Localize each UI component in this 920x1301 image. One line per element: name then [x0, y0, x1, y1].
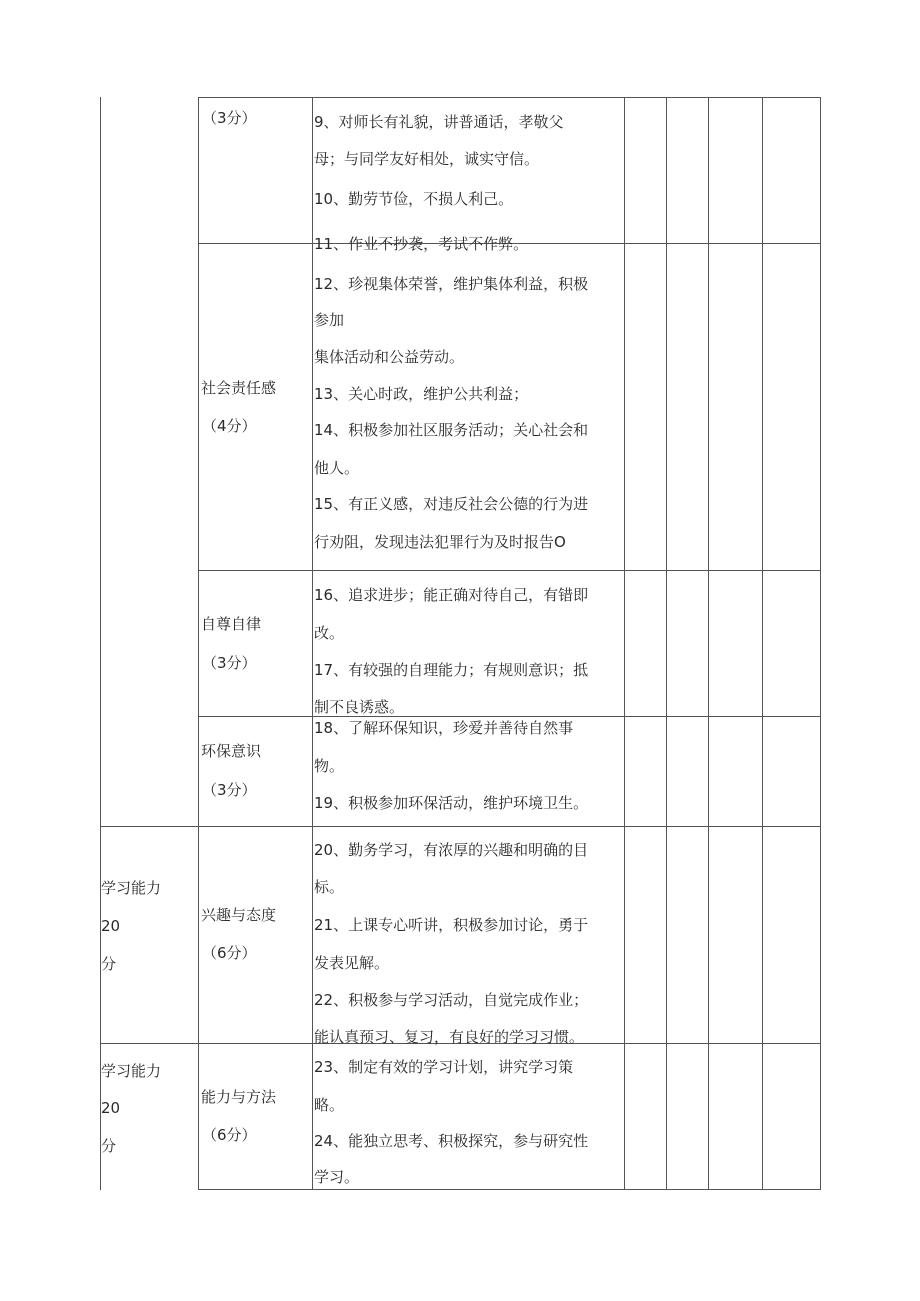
- subcategory-label: 环保意识: [201, 742, 262, 760]
- score-label: （3分）: [202, 654, 257, 672]
- subcategory-label: 社会责任感: [201, 379, 277, 397]
- criteria-line: 能认真预习、复习，有良好的学习习惯。: [314, 1028, 585, 1046]
- criteria-line: 23、制定有效的学习计划，讲究学习策: [314, 1058, 574, 1076]
- subcategory-label: 能力与方法: [201, 1088, 277, 1106]
- criteria-line: 物。: [314, 757, 345, 775]
- criteria-line: 标。: [314, 878, 345, 896]
- criteria-cell: [314, 717, 624, 826]
- category-label: 学习能力: [101, 879, 162, 897]
- category-label: 20: [101, 1099, 121, 1117]
- category-label: 分: [101, 1137, 117, 1155]
- criteria-line: 改。: [314, 624, 345, 642]
- criteria-line: 20、勤务学习，有浓厚的兴趣和明确的目: [314, 841, 589, 859]
- category-label: 分: [101, 955, 117, 973]
- criteria-line: 制不良诱惑。: [314, 698, 405, 716]
- criteria-line: 16、追求进步；能正确对待自己，有错即: [314, 586, 589, 604]
- subcategory-label: 兴趣与态度: [201, 906, 277, 924]
- criteria-line: 19、积极参加环保活动，维护环境卫生。: [314, 794, 589, 812]
- criteria-line: 17、有较强的自理能力；有规则意识；抵: [314, 661, 589, 679]
- criteria-line: 12、珍视集体荣誉，维护集体利益，积极: [314, 275, 589, 293]
- criteria-cell: [314, 98, 624, 253]
- criteria-line: 他人。: [314, 459, 360, 477]
- criteria-line: 9、对师长有礼貌，讲普通话，孝敬父: [314, 113, 564, 131]
- criteria-line: 略。: [314, 1096, 345, 1114]
- score-label: （4分）: [202, 417, 257, 435]
- criteria-cell: [314, 827, 624, 1046]
- score-label: （6分）: [202, 944, 257, 962]
- subcategory-label: 自尊自律: [201, 615, 262, 633]
- criteria-line: 15、有正义感，对违反社会公德的行为进: [314, 495, 589, 513]
- criteria-line: 学习。: [314, 1168, 360, 1186]
- criteria-line: 21、上课专心听讲，积极参加讨论，勇于: [314, 916, 589, 934]
- criteria-cell: [314, 571, 624, 716]
- criteria-line: 13、关心时政，维护公共利益；: [314, 385, 529, 403]
- criteria-line: 22、积极参与学习活动，自觉完成作业；: [314, 991, 589, 1009]
- criteria-line: 母；与同学友好相处，诚实守信。: [314, 150, 540, 168]
- criteria-line: 24、能独立思考、积极探究，参与研究性: [314, 1132, 589, 1150]
- criteria-line: 11、作业不抄袭，考试不作弊。: [314, 235, 529, 253]
- criteria-line: 发表见解。: [314, 954, 390, 972]
- score-label: （3分）: [202, 109, 257, 127]
- criteria-cell: [314, 1044, 624, 1189]
- criteria-line: 10、勤劳节俭，不损人利己。: [314, 190, 514, 208]
- criteria-line: 18、了解环保知识，珍爱并善待自然事: [314, 719, 574, 737]
- criteria-line: 参加: [314, 311, 345, 329]
- score-label: （6分）: [202, 1126, 257, 1144]
- category-label: 20: [101, 917, 121, 935]
- score-label: （3分）: [202, 781, 257, 799]
- criteria-line: 行劝阻，发现违法犯罪行为及时报告O: [314, 533, 566, 551]
- category-label: 学习能力: [101, 1062, 162, 1080]
- criteria-cell: [314, 244, 624, 570]
- criteria-line: 集体活动和公益劳动。: [314, 348, 465, 366]
- criteria-line: 14、积极参加社区服务活动；关心社会和: [314, 421, 589, 439]
